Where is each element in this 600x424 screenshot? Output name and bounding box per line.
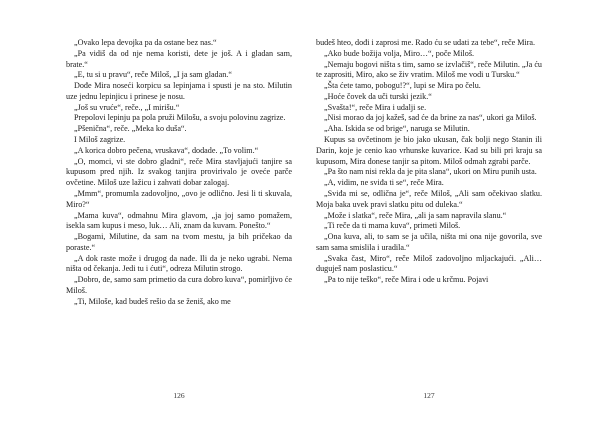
paragraph: „Može i slatka“, reče Mira, „ali ja sam napravila slanu.“: [324, 210, 507, 220]
paragraph: „Ona kuva, ali, to sam se ja učila, ništa mi ona nije govorila, sve sam sama smislila i uradila.“: [316, 232, 542, 252]
paragraph: „O, momci, vi ste dobro gladni“, reče Mira stavljajući tanjire sa kupusom pred njih. Iz svakog tanjira provirivalo je oveće parče ovčetine. Miloš uze lažicu i zahvati dobar zalogaj.: [66, 156, 292, 188]
paragraph: „Bogami, Milutine, da sam na tvom mestu, ja bih pričekao da poraste.“: [66, 232, 292, 252]
paragraph: „Ti, Miloše, kad budeš rešio da se ženiš, ako me: [74, 296, 231, 306]
paragraph: Prepolovi lepinju pa pola pruži Milošu, a svoju polovinu zagrize.: [74, 113, 286, 123]
left-page-text: [66, 38, 292, 308]
paragraph: „E, tu si u pravu“, reče Miloš, „I ja sam gladan.“: [74, 70, 232, 80]
paragraph: „Mama kuva“, odmahnu Mira glavom, „ja joj samo pomažem, isekla sam kupus i meso, luk… Ali, znam da kuvam. Ponešto.“: [66, 210, 292, 231]
paragraph: „Sviđa mi se, odlična je“, reče Miloš, „Ali sam očekivao slatku. Moja baka uvek pravi slatku pitu od duleka.“: [316, 188, 542, 209]
paragraph: „Pa vidiš da od nje nema koristi, dete je još. A i gladan sam, brate.“: [66, 48, 292, 69]
paragraph: I Miloš zagrize.: [74, 135, 126, 145]
paragraph: „Hoće čovek da uči turski jezik.“: [324, 91, 432, 101]
page-number-right: 127: [423, 391, 435, 400]
paragraph: „Svaka čast, Miro“, reče Miloš zadovoljno mljackajući. „Ali… duguješ nam poslasticu.“: [316, 253, 542, 274]
paragraph: „Svašta!“, reče Mira i udalji se.: [324, 102, 427, 112]
paragraph: „Pa što nam nisi rekla da je pita slana“, ukori on Miru punih usta.: [324, 167, 537, 177]
paragraph: budeš hteo, dođi i zaprosi me. Rado ću se udati za tebe“, reče Mira.: [316, 38, 536, 47]
paragraph: „Šta ćete tamo, pobogu!?“, lupi se Mira po čelu.: [324, 81, 481, 91]
paragraph: „Nisi morao da joj kažeš, sad će da brine za nas“, ukori ga Miloš.: [324, 113, 537, 123]
paragraph: „A, vidim, ne sviđa ti se“, reče Mira.: [324, 178, 444, 188]
paragraph: „Nemaju bogovi ništa s tim, samo se izvlačiš“, reče Milutin. „Ja ću te zaprositi, Miro, ako se živ vratim. Miloš me vodi u Tursku.“: [316, 59, 542, 80]
paragraph: „A dok raste može i drugog da nađe. Ili da je neko ugrabi. Nema ništa od čekanja. Jedi tu i ćuti“, odreza Milutin strogo.: [66, 253, 292, 274]
paragraph: „Pa to nije teško“, reče Mira i ode u krčmu. Pojavi: [324, 275, 489, 285]
paragraph: „Još su vruće“, reče., „I mirišu.“: [74, 102, 180, 112]
paragraph: „Ti reče da ti mama kuva“, primeti Miloš.: [324, 221, 461, 231]
paragraph: „Ako bude božija volja, Miro…“, poče Miloš.: [324, 48, 475, 58]
paragraph: „Ovako lepa devojka pa da ostane bez nas.“: [74, 38, 217, 47]
right-page-text: [316, 38, 542, 286]
paragraph: „A korica dobro pečena, vruskava“, dodade. „To volim.“: [74, 145, 259, 155]
paragraph: „Pšenična“, reče. „Meka ko duša“.: [74, 124, 187, 134]
paragraph: „Dobro, de, samo sam primetio da cura dobro kuva“, pomirljivo će Miloš.: [66, 275, 292, 295]
paragraph: „Aha. Iskida se od brige“, naruga se Milutin.: [324, 124, 470, 134]
page-number-left: 126: [173, 391, 185, 400]
paragraph: Dođe Mira noseći korpicu sa lepinjama i spusti je na sto. Milutin uze jednu lepinjicu i prinese je nosu.: [66, 81, 292, 101]
paragraph: Kupus sa ovčetinom je bio jako ukusan, čak bolji nego Stanin ili Darin, koje je cenio kao vrhunske kuvarice. Kad su bili pri kraju sa kupusom, Mira donese tanjir sa pitom. Miloš odmah zgrabi parče.: [316, 135, 542, 166]
paragraph: „Mmm“, promumla zadovoljno, „ovo je odlično. Jesi li ti skuvala, Miro?“: [66, 188, 292, 209]
